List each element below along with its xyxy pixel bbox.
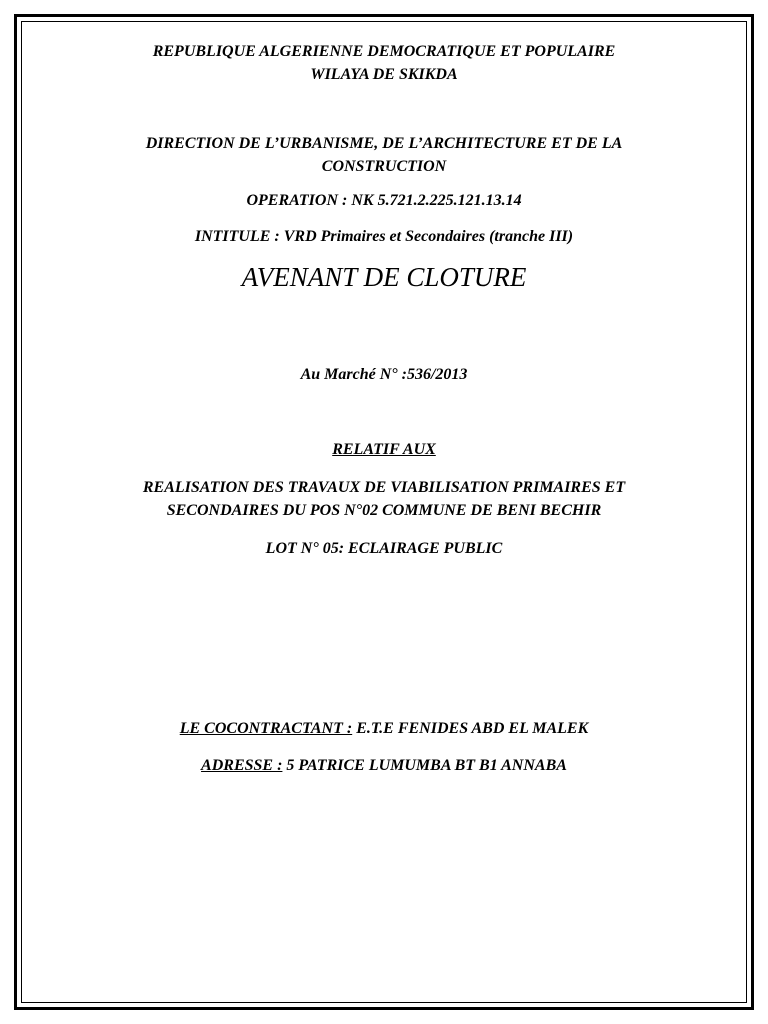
adresse-value: 5 PATRICE LUMUMBA BT B1 ANNABA: [282, 757, 567, 774]
lot-line: LOT N° 05: ECLAIRAGE PUBLIC: [265, 540, 503, 557]
operation-line: OPERATION : NK 5.721.2.225.121.13.14: [246, 192, 522, 209]
realisation-line-1: REALISATION DES TRAVAUX DE VIABILISATION PRIMAIRES ET: [142, 479, 626, 496]
adresse-line: [0, 757, 768, 775]
header-republic: REPUBLIQUE ALGERIENNE DEMOCRATIQUE ET POPULAIRE: [152, 43, 616, 60]
cocontractant-line: [0, 720, 768, 738]
adresse-label: ADRESSE :: [201, 757, 283, 774]
marche-number: Au Marché N° :536/2013: [300, 366, 468, 383]
relatif-heading: RELATIF AUX: [332, 441, 436, 458]
direction-line-2: CONSTRUCTION: [321, 158, 447, 175]
cocontractant-label: LE COCONTRACTANT :: [179, 720, 353, 737]
intitule-line: INTITULE : VRD Primaires et Secondaires (tranche III): [194, 228, 574, 245]
realisation-line-2: SECONDAIRES DU POS N°02 COMMUNE DE BENI BECHIR: [166, 502, 602, 519]
header-wilaya: WILAYA DE SKIKDA: [310, 66, 458, 83]
document-title: AVENANT DE CLOTURE: [241, 262, 527, 292]
cocontractant-value: E.T.E FENIDES ABD EL MALEK: [352, 720, 589, 737]
direction-line-1: DIRECTION DE L’URBANISME, DE L’ARCHITECTURE ET DE LA: [145, 135, 623, 152]
